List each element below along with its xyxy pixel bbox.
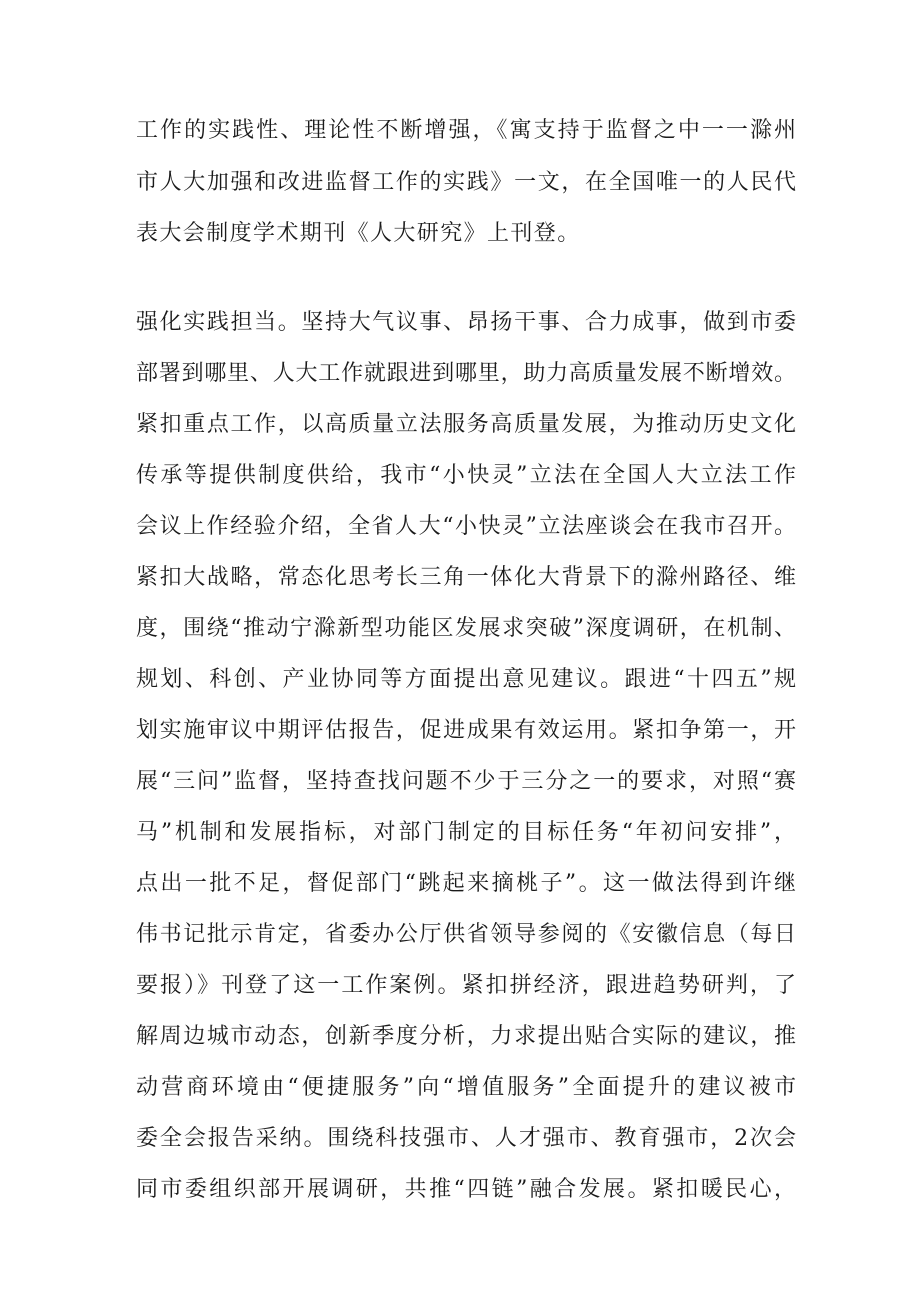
- text-line: 部署到哪里、人大工作就跟进到哪里，助力高质量发展不断增效。: [136, 361, 796, 386]
- text-line: 度，围绕“推动宁滁新型功能区发展求突破”深度调研，在机制、: [136, 616, 796, 641]
- text-line: 马”机制和发展指标，对部门制定的目标任务“年初问安排”，: [136, 820, 796, 845]
- text-line: 强化实践担当。坚持大气议事、昂扬干事、合力成事，做到市委: [136, 310, 796, 335]
- text-line: 工作的实践性、理论性不断增强，《寓支持于监督之中一一滁州: [136, 118, 796, 143]
- text-line: 传承等提供制度供给，我市“小快灵”立法在全国人大立法工作: [136, 463, 796, 488]
- text-line: 紧扣大战略，常态化思考长三角一体化大背景下的滁州路径、维: [136, 565, 796, 590]
- text-line: 展“三问”监督，坚持查找问题不少于三分之一的要求，对照“赛: [136, 769, 796, 794]
- text-line: 市人大加强和改进监督工作的实践》一文，在全国唯一的人民代: [136, 170, 796, 195]
- text-line: 规划、科创、产业协同等方面提出意见建议。跟进“十四五”规: [136, 667, 796, 692]
- text-line: 委全会报告采纳。围绕科技强市、人才强市、教育强市，2次会: [136, 1126, 796, 1151]
- text-line: 动营商环境由“便捷服务”向“增值服务”全面提升的建议被市: [136, 1075, 796, 1100]
- text-line: 划实施审议中期评估报告，促进成果有效运用。紧扣争第一，开: [136, 718, 796, 743]
- text-line: 伟书记批示肯定，省委办公厅供省领导参阅的《安徽信息（每日: [136, 922, 796, 947]
- text-line: 同市委组织部开展调研，共推“四链”融合发展。紧扣暖民心，: [136, 1177, 796, 1202]
- text-line: 会议上作经验介绍，全省人大“小快灵”立法座谈会在我市召开。: [136, 514, 796, 539]
- text-line: 要报）》刊登了这一工作案例。紧扣拼经济，跟进趋势研判，了: [136, 973, 796, 998]
- text-line: 点出一批不足，督促部门“跳起来摘桃子”。这一做法得到许继: [136, 871, 796, 896]
- text-line: 表大会制度学术期刊《人大研究》上刊登。: [136, 221, 581, 246]
- text-line: 解周边城市动态，创新季度分析，力求提出贴合实际的建议，推: [136, 1024, 796, 1049]
- text-line: 紧扣重点工作，以高质量立法服务高质量发展，为推动历史文化: [136, 412, 796, 437]
